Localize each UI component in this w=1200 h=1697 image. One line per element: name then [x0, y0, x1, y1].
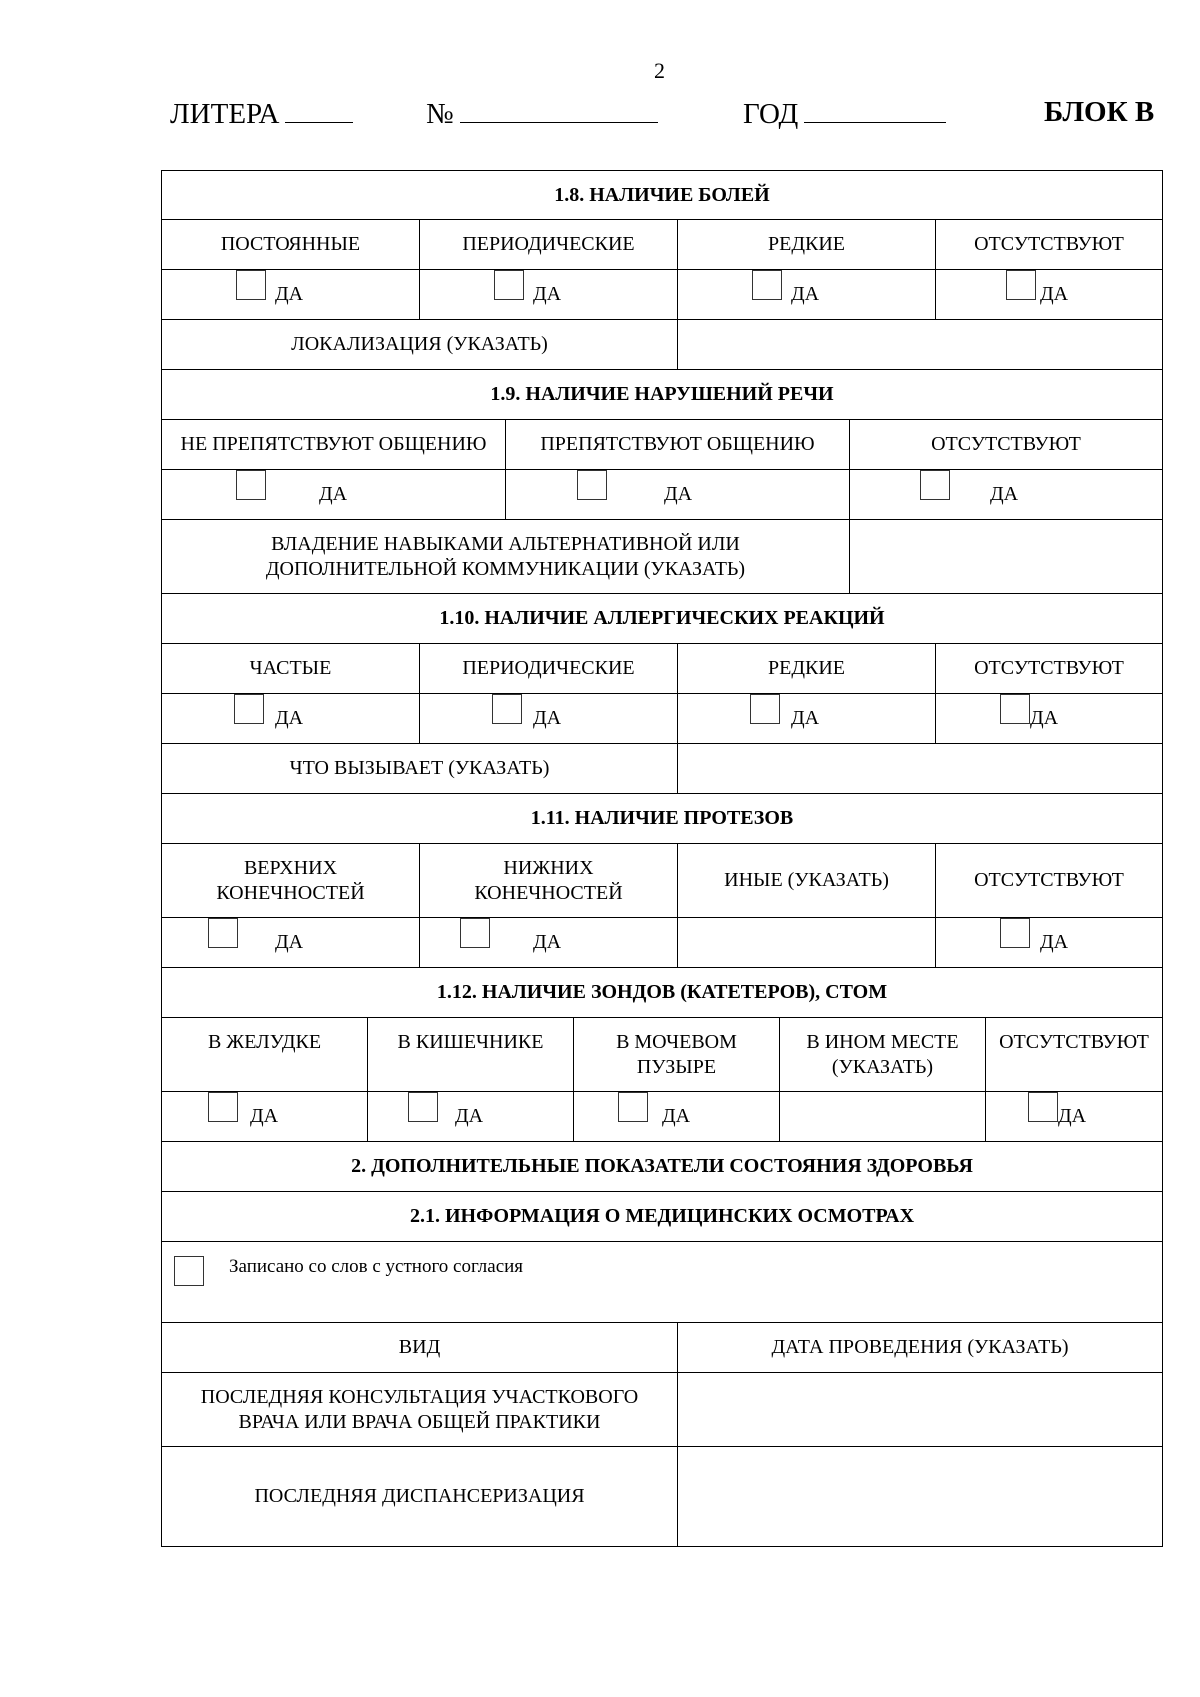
yes-label: ДА: [662, 1105, 691, 1127]
col-header-stomach: В ЖЕЛУДКЕ: [162, 1018, 368, 1091]
section-1-11-check-row: [161, 918, 1163, 968]
section-2-title-row: [161, 1142, 1163, 1192]
section-title: 2. ДОПОЛНИТЕЛЬНЫЕ ПОКАЗАТЕЛИ СОСТОЯНИЯ ЗДОРОВЬЯ: [351, 1155, 973, 1177]
col-header: ПЕРИОДИЧЕСКИЕ: [420, 220, 678, 269]
section-title: 1.11. НАЛИЧИЕ ПРОТЕЗОВ: [530, 807, 794, 829]
checkbox-cell: [162, 694, 420, 743]
yes-label: ДА: [791, 707, 820, 729]
litera-input-line[interactable]: [285, 96, 353, 123]
checkbox-cell: [678, 270, 936, 319]
col-header-lower: [420, 844, 678, 917]
consent-checkbox[interactable]: [174, 1256, 204, 1286]
checkbox-cell: [162, 918, 420, 967]
col-header: РЕДКИЕ: [678, 644, 936, 693]
checkbox-cell: [936, 694, 1162, 743]
cause-label: ЧТО ВЫЗЫВАЕТ (УКАЗАТЬ): [162, 744, 678, 793]
last-dispensary-label: ПОСЛЕДНЯЯ ДИСПАНСЕРИЗАЦИЯ: [162, 1447, 678, 1546]
yes-label: ДА: [275, 283, 304, 305]
section-title: 1.10. НАЛИЧИЕ АЛЛЕРГИЧЕСКИХ РЕАКЦИЙ: [439, 607, 885, 629]
consult-line-1: ПОСЛЕДНЯЯ КОНСУЛЬТАЦИЯ УЧАСТКОВОГО: [200, 1385, 639, 1408]
consent-cell: [162, 1242, 1162, 1322]
section-title: 1.9. НАЛИЧИЕ НАРУШЕНИЙ РЕЧИ: [490, 383, 834, 405]
checkbox[interactable]: [1006, 270, 1036, 300]
checkbox[interactable]: [460, 918, 490, 948]
upper-line-1: ВЕРХНИХ: [243, 856, 338, 879]
alt-line-2: ДОПОЛНИТЕЛЬНОЙ КОММУНИКАЦИИ (УКАЗАТЬ): [265, 557, 746, 580]
section-1-10-title-row: [161, 594, 1163, 644]
yes-label: ДА: [1030, 707, 1059, 729]
col-header: НЕ ПРЕПЯТСТВУЮТ ОБЩЕНИЮ: [162, 420, 506, 469]
section-1-11-header-row: [161, 844, 1163, 918]
yes-label: ДА: [1040, 931, 1069, 953]
other-place-line-1: В ИНОМ МЕСТЕ: [806, 1030, 959, 1053]
checkbox[interactable]: [236, 270, 266, 300]
section-2-1-title-row: [161, 1192, 1163, 1242]
lower-line-1: НИЖНИХ: [503, 856, 594, 879]
col-header-other: ИНЫЕ (УКАЗАТЬ): [678, 844, 936, 917]
col-header: ПОСТОЯННЫЕ: [162, 220, 420, 269]
checkbox[interactable]: [208, 918, 238, 948]
yes-label: ДА: [990, 483, 1019, 505]
col-header-absent: ОТСУТСТВУЮТ: [974, 869, 1124, 891]
section-1-12-title-row: [161, 968, 1163, 1018]
checkbox[interactable]: [920, 470, 950, 500]
checkbox[interactable]: [208, 1092, 238, 1122]
section-1-9-title-row: [161, 370, 1163, 420]
other-place-line-2: (УКАЗАТЬ): [831, 1055, 934, 1078]
section-1-9-alt-row: [161, 520, 1163, 594]
year-label: ГОД: [743, 98, 799, 130]
yes-label: ДА: [319, 483, 348, 505]
checkbox[interactable]: [234, 694, 264, 724]
bladder-line-1: В МОЧЕВОМ: [616, 1030, 737, 1053]
checkbox[interactable]: [752, 270, 782, 300]
bladder-line-2: ПУЗЫРЕ: [636, 1055, 717, 1078]
checkbox[interactable]: [618, 1092, 648, 1122]
checkbox-cell: [420, 694, 678, 743]
litera-label: ЛИТЕРА: [170, 98, 280, 130]
consent-text: Записано со слов с устного согласия: [229, 1256, 524, 1277]
alt-communication-input[interactable]: [850, 520, 1162, 593]
checkbox-cell: [162, 1092, 368, 1141]
cause-input[interactable]: [678, 744, 1162, 793]
yes-label: ДА: [533, 931, 562, 953]
checkbox[interactable]: [1028, 1092, 1058, 1122]
checkbox-cell: [936, 270, 1162, 319]
section-title: 1.12. НАЛИЧИЕ ЗОНДОВ (КАТЕТЕРОВ), СТОМ: [436, 981, 888, 1003]
col-header: ПРЕПЯТСТВУЮТ ОБЩЕНИЮ: [506, 420, 850, 469]
form-header: [170, 96, 1160, 136]
last-consultation-date-input[interactable]: [678, 1373, 1162, 1446]
section-1-8-localization-row: [161, 320, 1163, 370]
number-label: №: [426, 98, 454, 130]
section-1-12-header-row: [161, 1018, 1163, 1092]
checkbox[interactable]: [494, 270, 524, 300]
section-1-8-check-row: [161, 270, 1163, 320]
col-header: ОТСУТСТВУЮТ: [931, 433, 1081, 455]
upper-line-2: КОНЕЧНОСТЕЙ: [216, 881, 365, 904]
section-1-12-check-row: [161, 1092, 1163, 1142]
number-field: [426, 96, 658, 131]
localization-label: ЛОКАЛИЗАЦИЯ (УКАЗАТЬ): [162, 320, 678, 369]
health-form-table: [161, 170, 1163, 1547]
checkbox-cell: [420, 270, 678, 319]
last-consultation-label: [162, 1373, 678, 1446]
yes-label: ДА: [533, 283, 562, 305]
other-place-input[interactable]: [780, 1092, 986, 1141]
checkbox-cell: [420, 918, 678, 967]
yes-label: ДА: [455, 1105, 484, 1127]
page-number: 2: [654, 58, 665, 83]
checkbox[interactable]: [1000, 694, 1030, 724]
checkbox-cell: [986, 1092, 1162, 1141]
col-header: РЕДКИЕ: [678, 220, 936, 269]
checkbox-cell: [936, 918, 1162, 967]
section-title: 1.8. НАЛИЧИЕ БОЛЕЙ: [554, 183, 770, 206]
section-1-10-header-row: [161, 644, 1163, 694]
other-prosthesis-input[interactable]: [678, 918, 936, 967]
section-1-8-title-row: [161, 170, 1163, 220]
checkbox[interactable]: [236, 470, 266, 500]
year-field: [743, 96, 946, 131]
consult-line-2: ВРАЧА ИЛИ ВРАЧА ОБЩЕЙ ПРАКТИКИ: [238, 1410, 601, 1433]
checkbox-cell: [678, 694, 936, 743]
checkbox[interactable]: [408, 1092, 438, 1122]
alt-communication-label: [162, 520, 850, 593]
col-header-date: ДАТА ПРОВЕДЕНИЯ (УКАЗАТЬ): [771, 1336, 1069, 1358]
section-1-10-check-row: [161, 694, 1163, 744]
checkbox-cell: [162, 270, 420, 319]
localization-input[interactable]: [678, 320, 1162, 369]
checkbox-cell: [368, 1092, 574, 1141]
yes-label: ДА: [1040, 283, 1069, 305]
col-header: ОТСУТСТВУЮТ: [974, 233, 1124, 255]
checkbox-cell: [506, 470, 850, 519]
last-dispensary-date-input[interactable]: [678, 1447, 1162, 1546]
checkbox[interactable]: [750, 694, 780, 724]
checkbox-cell: [574, 1092, 780, 1141]
col-header: ПЕРИОДИЧЕСКИЕ: [420, 644, 678, 693]
checkbox-cell: [162, 470, 506, 519]
section-1-9-header-row: [161, 420, 1163, 470]
checkbox-cell: [850, 470, 1162, 519]
yes-label: ДА: [250, 1105, 279, 1127]
last-dispensary-row: [161, 1447, 1163, 1547]
yes-label: ДА: [275, 931, 304, 953]
col-header: ОТСУТСТВУЮТ: [974, 657, 1124, 679]
block-label: БЛОК В: [1044, 96, 1155, 128]
year-input-line[interactable]: [804, 96, 946, 123]
col-header-upper: [162, 844, 420, 917]
col-header-bladder: [574, 1018, 780, 1091]
col-header-intestine: В КИШЕЧНИКЕ: [368, 1018, 574, 1091]
col-header: ЧАСТЫЕ: [162, 644, 420, 693]
yes-label: ДА: [1058, 1105, 1087, 1127]
col-header-type: ВИД: [162, 1323, 678, 1372]
section-1-8-header-row: [161, 220, 1163, 270]
number-input-line[interactable]: [460, 96, 658, 123]
checkbox[interactable]: [1000, 918, 1030, 948]
section-title: 2.1. ИНФОРМАЦИЯ О МЕДИЦИНСКИХ ОСМОТРАХ: [409, 1205, 915, 1227]
litera-field: [170, 96, 353, 131]
checkbox[interactable]: [577, 470, 607, 500]
alt-line-1: ВЛАДЕНИЕ НАВЫКАМИ АЛЬТЕРНАТИВНОЙ ИЛИ: [271, 532, 740, 555]
yes-label: ДА: [664, 483, 693, 505]
yes-label: ДА: [533, 707, 562, 729]
exam-header-row: [161, 1323, 1163, 1373]
yes-label: ДА: [275, 707, 304, 729]
col-header-absent: ОТСУТСТВУЮТ: [999, 1031, 1149, 1053]
section-1-11-title-row: [161, 794, 1163, 844]
consent-row: [161, 1242, 1163, 1323]
section-1-9-check-row: [161, 470, 1163, 520]
col-header-other-place: [780, 1018, 986, 1091]
lower-line-2: КОНЕЧНОСТЕЙ: [474, 881, 623, 904]
section-1-10-cause-row: [161, 744, 1163, 794]
yes-label: ДА: [791, 283, 820, 305]
last-consultation-row: [161, 1373, 1163, 1447]
checkbox[interactable]: [492, 694, 522, 724]
